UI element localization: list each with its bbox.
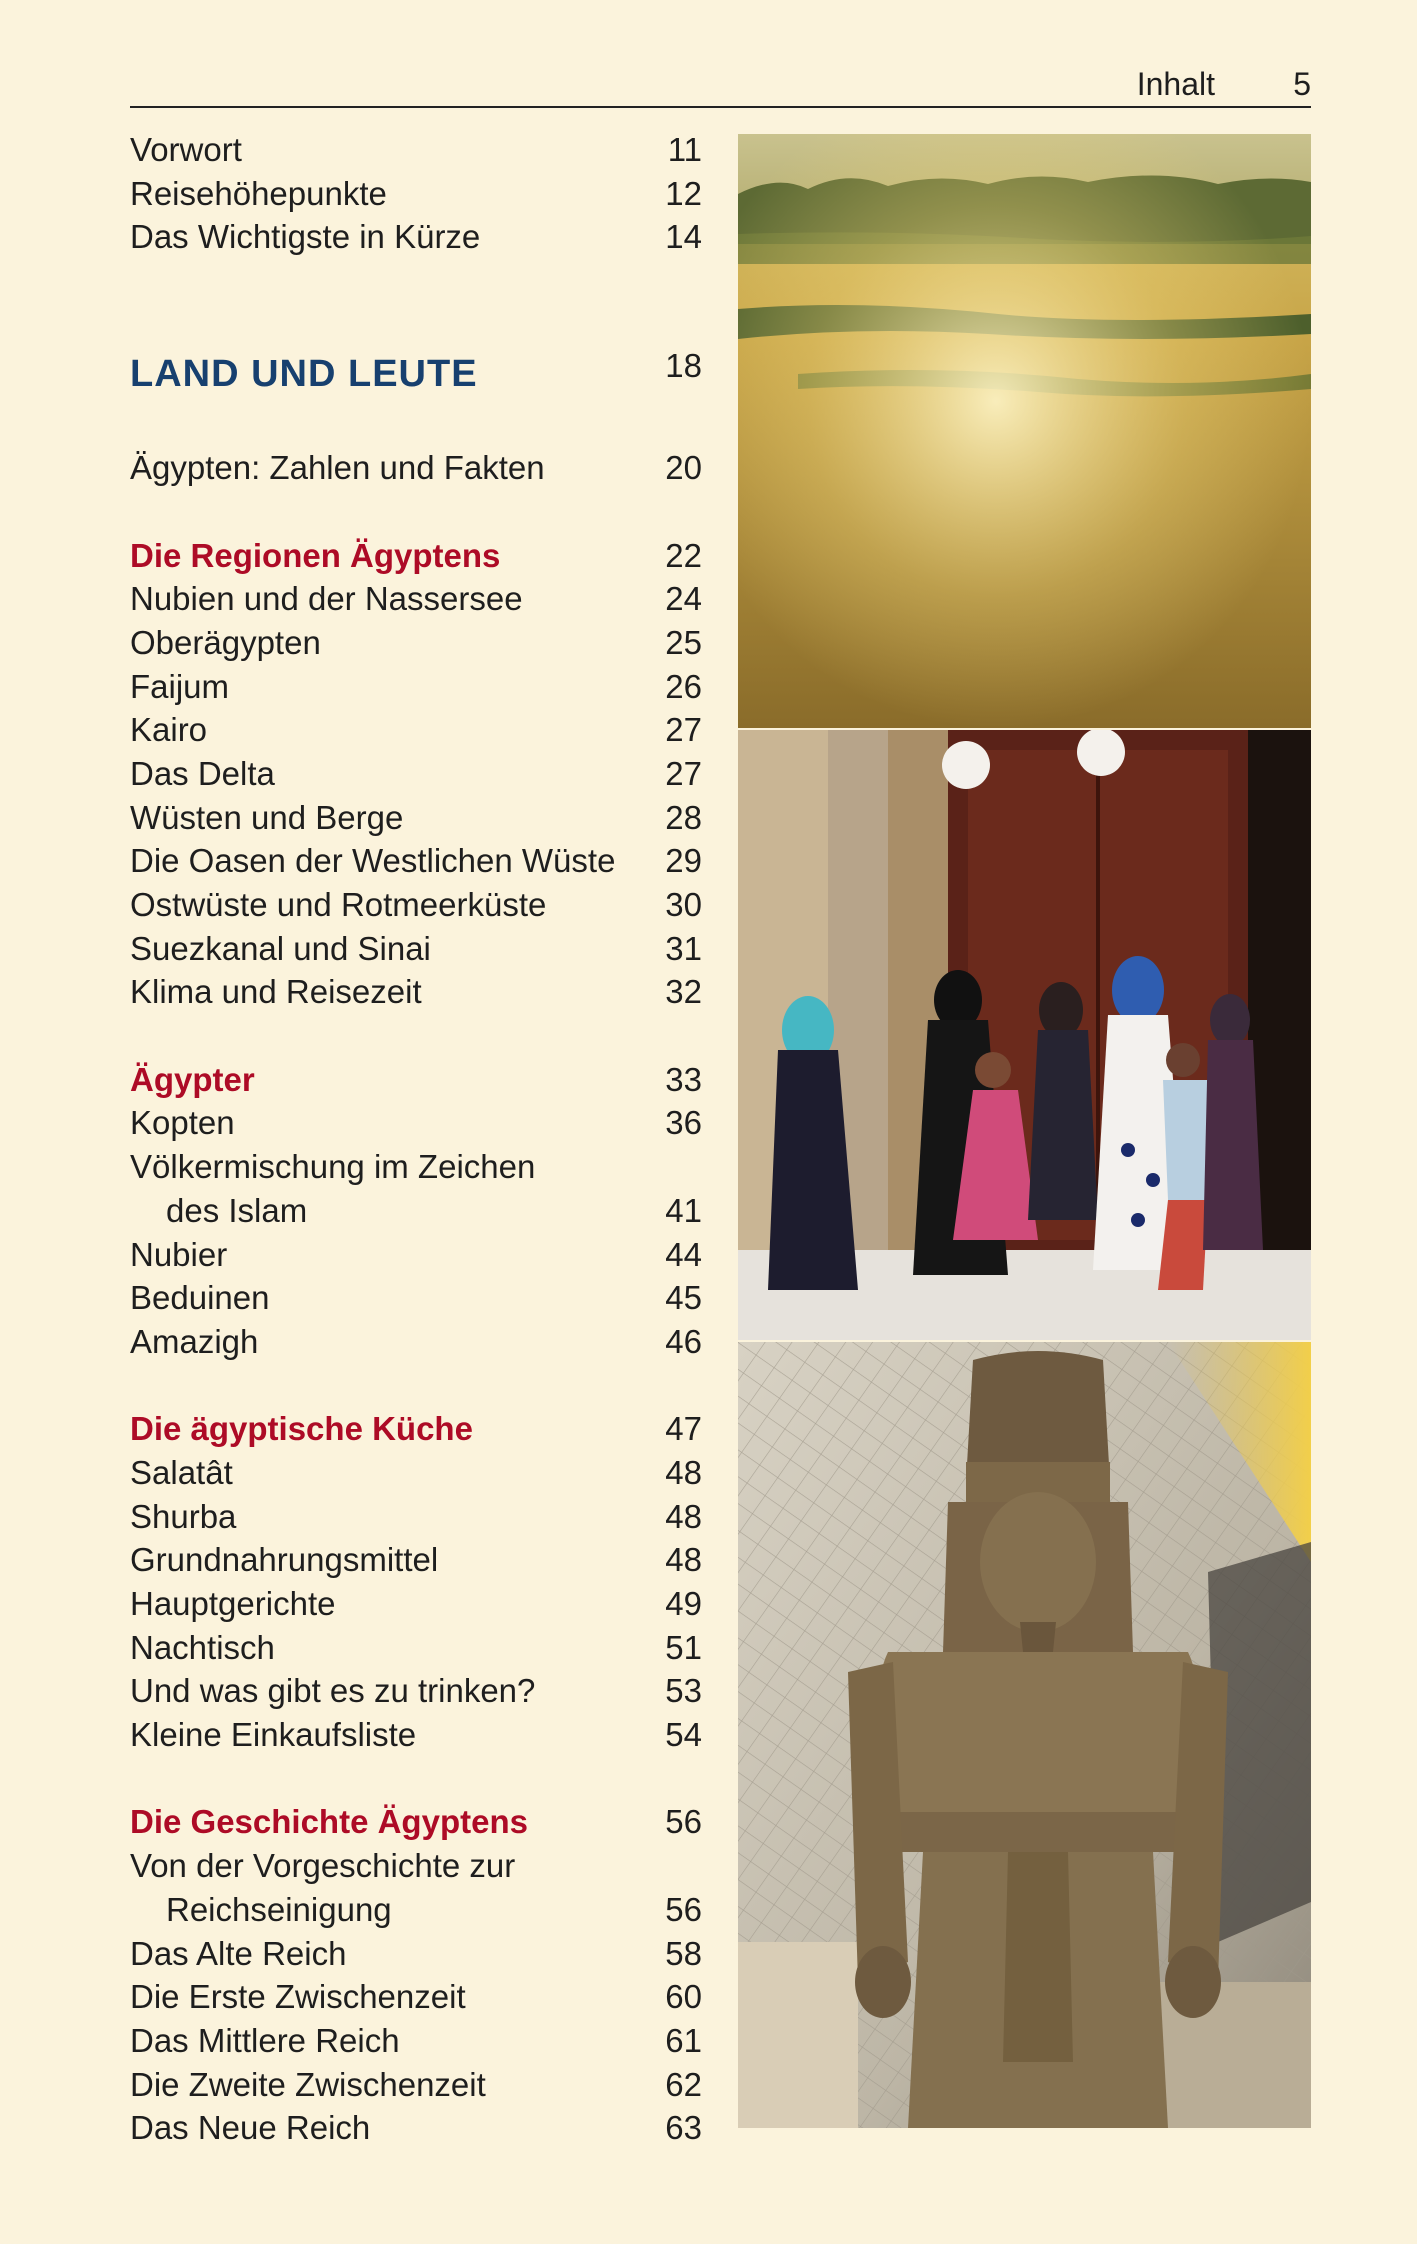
toc-entry-title: Salatât bbox=[130, 1453, 233, 1491]
toc-entry[interactable] bbox=[130, 1582, 702, 1626]
toc-page-number: 58 bbox=[665, 1934, 702, 1972]
toc-category-heading[interactable] bbox=[130, 1407, 702, 1451]
toc-entry-title: Reisehöhepunkte bbox=[130, 174, 387, 212]
toc-page-number: 63 bbox=[665, 2109, 702, 2147]
toc-entry-title: Amazigh bbox=[130, 1322, 259, 1360]
toc-page-number: 61 bbox=[665, 2021, 702, 2059]
toc-entry-title: Das Neue Reich bbox=[130, 2109, 371, 2147]
ramesses-statue-museum-photo bbox=[738, 1342, 1311, 2128]
toc-page-number: 44 bbox=[665, 1235, 702, 1273]
toc-entry-title: Die Erste Zwischenzeit bbox=[130, 1978, 466, 2016]
toc-page-number: 49 bbox=[665, 1585, 702, 1622]
toc-entry-title: Die Geschichte Ägyptens bbox=[130, 1803, 528, 1841]
toc-page-number: 62 bbox=[665, 2065, 702, 2103]
toc-spacer bbox=[130, 303, 702, 347]
toc-spacer bbox=[130, 1014, 702, 1058]
toc-entry[interactable] bbox=[130, 1888, 702, 1932]
toc-page-number: 53 bbox=[665, 1672, 702, 1710]
toc-entry-title: Die Zweite Zwischenzeit bbox=[130, 2065, 486, 2103]
toc-entry-title: Nachtisch bbox=[130, 1628, 275, 1666]
toc-main-heading[interactable] bbox=[130, 346, 702, 402]
toc-page-number: 14 bbox=[665, 218, 702, 256]
toc-spacer bbox=[130, 490, 702, 534]
table-of-contents bbox=[130, 128, 702, 2150]
running-header bbox=[130, 62, 1311, 108]
toc-entry[interactable] bbox=[130, 1844, 702, 1888]
toc-entry[interactable] bbox=[130, 752, 702, 796]
toc-entry-title: Die ägyptische Küche bbox=[130, 1410, 473, 1448]
toc-entry[interactable] bbox=[130, 446, 702, 490]
toc-entry-title: Die Oasen der Westlichen Wüste bbox=[130, 842, 616, 880]
toc-page-number: 25 bbox=[665, 623, 702, 661]
toc-page-number: 56 bbox=[665, 1803, 702, 1841]
toc-page-number: 12 bbox=[665, 174, 702, 212]
toc-page-number: 51 bbox=[665, 1628, 702, 1666]
page-number: 5 bbox=[1293, 66, 1311, 102]
toc-entry[interactable] bbox=[130, 1713, 702, 1757]
toc-entry-title: Klima und Reisezeit bbox=[130, 973, 422, 1011]
toc-category-heading[interactable] bbox=[130, 1058, 702, 1102]
people-at-mosque-door-photo bbox=[738, 730, 1311, 1340]
toc-entry-title: Beduinen bbox=[130, 1279, 270, 1317]
toc-entry-title: Kleine Einkaufsliste bbox=[130, 1716, 417, 1754]
toc-page-number: 46 bbox=[665, 1322, 702, 1360]
toc-page-number: 11 bbox=[667, 131, 702, 168]
toc-page-number: 41 bbox=[665, 1191, 702, 1229]
toc-page-number: 33 bbox=[665, 1060, 702, 1098]
toc-page-number: 24 bbox=[665, 580, 702, 618]
toc-entry[interactable] bbox=[130, 1451, 702, 1495]
toc-entry[interactable] bbox=[130, 927, 702, 971]
toc-page-number: 30 bbox=[665, 886, 702, 923]
toc-entry[interactable] bbox=[130, 1145, 702, 1189]
toc-entry[interactable] bbox=[130, 215, 702, 259]
toc-page-number: 48 bbox=[665, 1541, 702, 1579]
toc-page-number: 45 bbox=[665, 1279, 702, 1317]
toc-entry[interactable] bbox=[130, 1626, 702, 1670]
toc-page-number: 32 bbox=[665, 973, 702, 1011]
toc-entry-title: Reichseinigung bbox=[166, 1890, 392, 1928]
toc-entry[interactable] bbox=[130, 883, 702, 927]
toc-entry[interactable] bbox=[130, 621, 702, 665]
toc-entry[interactable] bbox=[130, 2063, 702, 2107]
toc-entry[interactable] bbox=[130, 1276, 702, 1320]
toc-entry[interactable] bbox=[130, 1101, 702, 1145]
toc-entry-title: Ostwüste und Rotmeerküste bbox=[130, 886, 547, 923]
toc-page-number: 22 bbox=[665, 536, 702, 574]
toc-page-number: 47 bbox=[665, 1410, 702, 1448]
toc-page-number: 18 bbox=[665, 347, 702, 385]
toc-page-number: 28 bbox=[665, 798, 702, 836]
toc-entry-title: Ägypten: Zahlen und Fakten bbox=[130, 449, 545, 487]
toc-entry-title: Vorwort bbox=[130, 131, 242, 168]
toc-page-number: 29 bbox=[665, 842, 702, 880]
toc-page-number: 31 bbox=[665, 929, 702, 967]
toc-entry-title: Von der Vorgeschichte zur bbox=[130, 1847, 516, 1885]
toc-entry[interactable] bbox=[130, 708, 702, 752]
toc-page-number: 26 bbox=[665, 667, 702, 705]
toc-entry-title: Shurba bbox=[130, 1497, 237, 1535]
toc-entry[interactable] bbox=[130, 172, 702, 216]
toc-entry[interactable] bbox=[130, 1233, 702, 1277]
toc-entry[interactable] bbox=[130, 577, 702, 621]
toc-entry[interactable] bbox=[130, 839, 702, 883]
toc-page-number: 48 bbox=[665, 1497, 702, 1535]
toc-entry-title: des Islam bbox=[166, 1191, 308, 1229]
toc-spacer bbox=[130, 402, 702, 446]
toc-entry[interactable] bbox=[130, 1495, 702, 1539]
toc-entry-title: Suezkanal und Sinai bbox=[130, 929, 431, 967]
toc-entry[interactable] bbox=[130, 2019, 702, 2063]
toc-entry[interactable] bbox=[130, 1538, 702, 1582]
toc-entry-title: Die Regionen Ägyptens bbox=[130, 536, 501, 574]
toc-page-number: 20 bbox=[665, 449, 702, 487]
toc-entry[interactable] bbox=[130, 1975, 702, 2019]
toc-entry-title: Oberägypten bbox=[130, 623, 321, 661]
toc-spacer bbox=[130, 259, 702, 303]
toc-page-number: 36 bbox=[665, 1104, 702, 1142]
toc-entry[interactable] bbox=[130, 1669, 702, 1713]
toc-entry-title: Das Delta bbox=[130, 754, 275, 792]
toc-entry[interactable] bbox=[130, 2106, 702, 2150]
nile-river-photo bbox=[738, 134, 1311, 728]
toc-entry-title: Nubier bbox=[130, 1235, 228, 1273]
toc-entry[interactable] bbox=[130, 970, 702, 1014]
toc-spacer bbox=[130, 1757, 702, 1801]
toc-category-heading[interactable] bbox=[130, 1800, 702, 1844]
toc-entry-title: Wüsten und Berge bbox=[130, 798, 404, 836]
toc-entry[interactable] bbox=[130, 128, 702, 172]
toc-entry-title: Völkermischung im Zeichen bbox=[130, 1148, 536, 1186]
toc-entry-title: Faijum bbox=[130, 667, 230, 705]
toc-page-number: 54 bbox=[665, 1716, 702, 1754]
toc-entry[interactable] bbox=[130, 1932, 702, 1976]
toc-entry-title: Nubien und der Nassersee bbox=[130, 580, 523, 618]
toc-entry-title: Hauptgerichte bbox=[130, 1585, 336, 1622]
toc-page-number: 27 bbox=[665, 711, 702, 749]
toc-entry-title: Grundnahrungsmittel bbox=[130, 1541, 439, 1579]
toc-entry-title: Und was gibt es zu trinken? bbox=[130, 1672, 536, 1710]
toc-entry[interactable] bbox=[130, 1189, 702, 1233]
toc-entry-title: Das Mittlere Reich bbox=[130, 2021, 400, 2059]
toc-entry-title: Das Wichtigste in Kürze bbox=[130, 218, 481, 256]
toc-entry[interactable] bbox=[130, 665, 702, 709]
toc-category-heading[interactable] bbox=[130, 534, 702, 578]
toc-entry-title: Ägypter bbox=[130, 1060, 255, 1098]
toc-entry-title: Das Alte Reich bbox=[130, 1934, 347, 1972]
toc-page-number: 48 bbox=[665, 1453, 702, 1491]
toc-page-number: 56 bbox=[665, 1890, 702, 1928]
toc-entry-title: Kopten bbox=[130, 1104, 235, 1142]
toc-entry-title: LAND UND LEUTE bbox=[130, 353, 478, 396]
running-header-section: Inhalt bbox=[1136, 66, 1215, 102]
toc-entry[interactable] bbox=[130, 796, 702, 840]
toc-page-number: 60 bbox=[665, 1978, 702, 2016]
toc-page-number: 27 bbox=[665, 754, 702, 792]
toc-entry-title: Kairo bbox=[130, 711, 208, 749]
toc-entry[interactable] bbox=[130, 1320, 702, 1364]
toc-spacer bbox=[130, 1364, 702, 1408]
